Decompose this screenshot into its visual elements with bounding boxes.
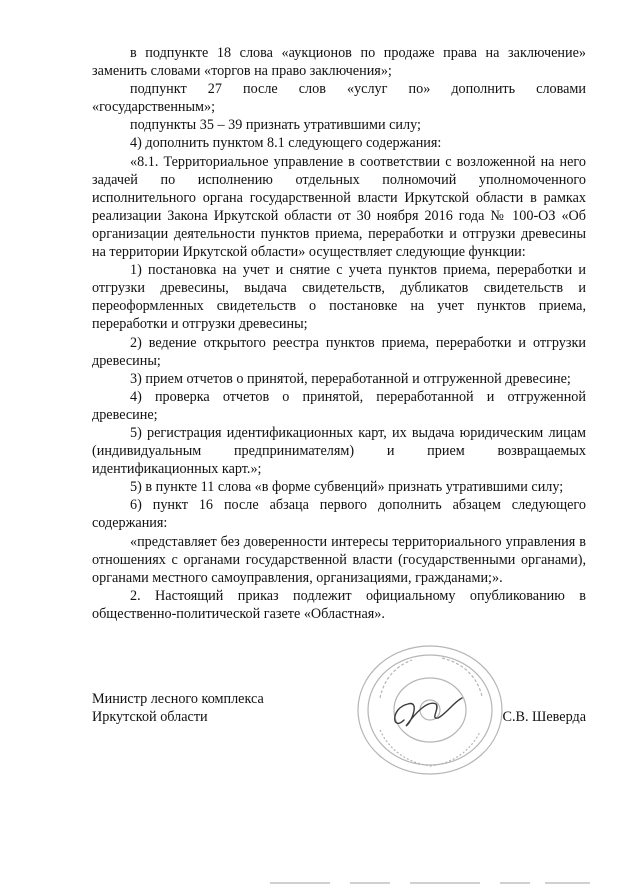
- handwritten-signature: [395, 698, 462, 726]
- seal-middle-ring: [368, 655, 492, 765]
- paragraph-14: 2. Настоящий приказ подлежит официальному опубликованию в общественно-политической газете «Областная».: [92, 587, 586, 622]
- seal-lettering-arc-right: [442, 658, 482, 696]
- paragraph-6: 1) постановка на учет и снятие с учета пунктов приема, переработки и отгрузки древесины, выдача свидетельств, дубликатов свидетельств и переоформленных свидетельств о постановке на учет пунктов приема, переработки и отгрузки древесины;: [92, 262, 586, 333]
- seal-lettering-arc-left: [380, 660, 412, 698]
- paragraph-5: «8.1. Территориальное управление в соответствии с возложенной на него задачей по исполнению отдельных полномочий уполномоченного исполнительного органа государственной власти Иркутской области в рамках реализации Закона Иркутской области от 30 ноября 2016 года № 100-ОЗ «Об организации деятельности пунктов приема, переработки и отгрузки древесины на территории Иркутской области» осуществляет следующие функции:: [92, 153, 586, 261]
- signatory-title-line1: Министр лесного комплекса: [92, 691, 264, 707]
- paragraph-7: 2) ведение открытого реестра пунктов приема, переработки и отгрузки древесины;: [92, 334, 586, 369]
- paragraph-3: подпункты 35 – 39 признать утратившими силу;: [130, 117, 421, 134]
- official-seal-stamp: [350, 640, 510, 780]
- paragraph-12: 6) пункт 16 после абзаца первого дополнить абзацем следующего содержания:: [92, 497, 586, 532]
- paragraph-4: 4) дополнить пунктом 8.1 следующего содержания:: [130, 135, 442, 152]
- scan-edge-marks: [270, 880, 590, 886]
- signatory-title-line2: Иркутской области: [92, 709, 208, 725]
- seal-inner-ring: [394, 678, 466, 742]
- paragraph-10: 5) регистрация идентификационных карт, их выдача юридическим лицам (индивидуальным предпринимателям) и прием возвращаемых идентификационных карт.»;: [92, 424, 586, 478]
- seal-outer-ring: [358, 646, 502, 774]
- paragraph-13: «представляет без доверенности интересы территориального управления в отношениях с органами государственной власти (государственными органами), органами местного самоуправления, организациями, гражданами;».: [92, 533, 586, 586]
- paragraph-11: 5) в пункте 11 слова «в форме субвенций» признать утратившими силу;: [130, 479, 564, 496]
- paragraph-8: 3) прием отчетов о принятой, переработанной и отгруженной древесине;: [130, 370, 571, 387]
- signatory-position: [92, 690, 264, 726]
- document-body: [92, 44, 586, 623]
- seal-lettering-arc-bottom: [380, 730, 480, 766]
- signatory-name: С.В. Шеверда: [502, 709, 586, 725]
- paragraph-9: 4) проверка отчетов о принятой, переработанной и отгруженной древесине;: [92, 388, 586, 423]
- paragraph-1: в подпункте 18 слова «аукционов по продаже права на заключение» заменить словами «торгов на право заключения»;: [92, 45, 586, 80]
- paragraph-2: подпункт 27 после слов «услуг по» дополнить словами «государственным»;: [92, 81, 586, 116]
